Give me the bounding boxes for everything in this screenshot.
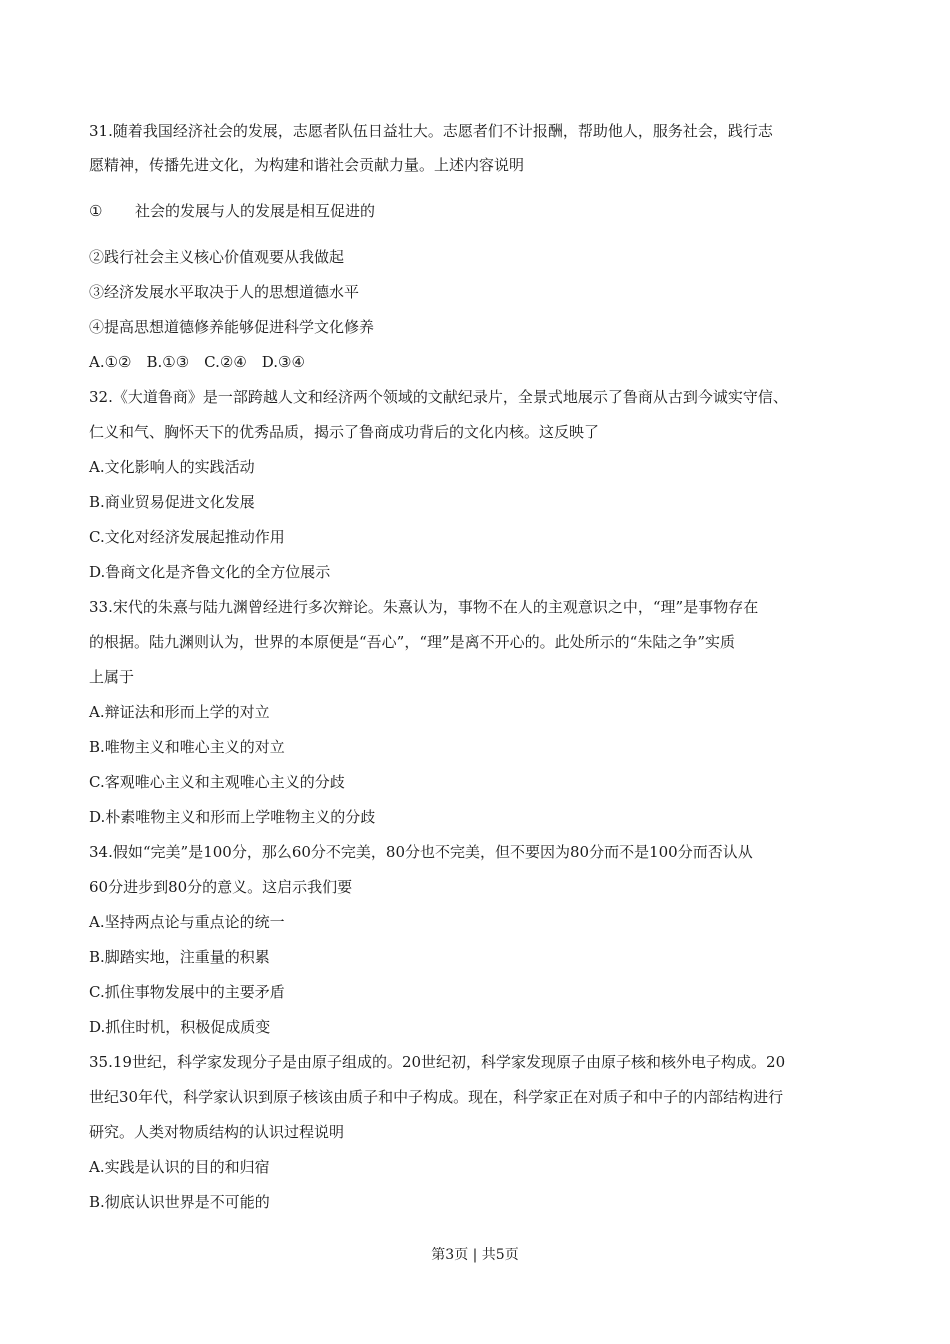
q32-option-a: A.文化影响人的实践活动	[89, 458, 255, 476]
question-35	[89, 1045, 869, 1220]
q34-option-a: A.坚持两点论与重点论的统一	[89, 913, 285, 931]
q34-stem-line-1: 34.假如“完美”是100分，那么60分不完美，80分也不完美，但不要因为80分而不是100分而否认从	[89, 843, 753, 861]
q31-item-1-text: 社会的发展与人的发展是相互促进的	[135, 202, 376, 220]
q33-option-d: D.朴素唯物主义和形而上学唯物主义的分歧	[89, 808, 376, 826]
q34-stem-line-2: 60分进步到80分的意义。这启示我们要	[89, 878, 353, 896]
question-34	[89, 835, 869, 1045]
question-33	[89, 590, 869, 835]
q35-stem-line-2: 世纪30年代，科学家认识到原子核该由质子和中子构成。现在，科学家正在对质子和中子的内部结构进行	[89, 1088, 784, 1106]
q35-option-a: A.实践是认识的目的和归宿	[89, 1158, 270, 1176]
question-32	[89, 380, 869, 590]
q31-item-4: ④提高思想道德修养能够促进科学文化修养	[89, 318, 375, 336]
question-31	[89, 114, 869, 380]
q31-stem-line-2: 愿精神，传播先进文化，为构建和谐社会贡献力量。上述内容说明	[89, 156, 525, 174]
q31-item-3: ③经济发展水平取决于人的思想道德水平	[89, 283, 360, 301]
q32-option-c: C.文化对经济发展起推动作用	[89, 528, 285, 546]
q31-stem-line-1: 31.随着我国经济社会的发展，志愿者队伍日益壮大。志愿者们不计报酬，帮助他人，服务社会，践行志	[89, 122, 773, 140]
q32-stem-line-2: 仁义和气、胸怀天下的优秀品质，揭示了鲁商成功背后的文化内核。这反映了	[89, 423, 600, 441]
q31-item-2: ②践行社会主义核心价值观要从我做起	[89, 248, 345, 266]
q33-stem-line-2: 的根据。陆九渊则认为，世界的本原便是“吾心”，“理”是离不开心的。此处所示的“朱陆之争”实质	[89, 633, 736, 651]
q33-stem-line-1: 33.宋代的朱熹与陆九渊曾经进行多次辩论。朱熹认为，事物不在人的主观意识之中，“理”是事物存在	[89, 598, 759, 616]
q31-choices: A.①② B.①③ C.②④ D.③④	[89, 353, 305, 371]
q33-option-b: B.唯物主义和唯心主义的对立	[89, 738, 285, 756]
q34-option-c: C.抓住事物发展中的主要矛盾	[89, 983, 285, 1001]
q35-stem-line-1: 35.19世纪，科学家发现分子是由原子组成的。20世纪初，科学家发现原子由原子核和核外电子构成。20	[89, 1053, 786, 1071]
q34-option-b: B.脚踏实地，注重量的积累	[89, 948, 270, 966]
q35-stem-line-3: 研究。人类对物质结构的认识过程说明	[89, 1123, 345, 1141]
q33-option-a: A.辩证法和形而上学的对立	[89, 703, 270, 721]
q32-option-b: B.商业贸易促进文化发展	[89, 493, 255, 511]
q34-option-d: D.抓住时机，积极促成质变	[89, 1018, 271, 1036]
q31-item-1-number: ①	[89, 202, 103, 220]
q31-item-1	[89, 192, 869, 230]
q32-option-d: D.鲁商文化是齐鲁文化的全方位展示	[89, 563, 331, 581]
q32-stem-line-1: 32.《大道鲁商》是一部跨越人文和经济两个领域的文献纪录片，全景式地展示了鲁商从古到今诚实守信、	[89, 388, 788, 406]
page-footer: 第3页 | 共5页	[431, 1247, 519, 1263]
q33-stem-line-3: 上属于	[89, 668, 135, 686]
q33-option-c: C.客观唯心主义和主观唯心主义的分歧	[89, 773, 345, 791]
page-content	[89, 114, 869, 1220]
q35-option-b: B.彻底认识世界是不可能的	[89, 1193, 270, 1211]
